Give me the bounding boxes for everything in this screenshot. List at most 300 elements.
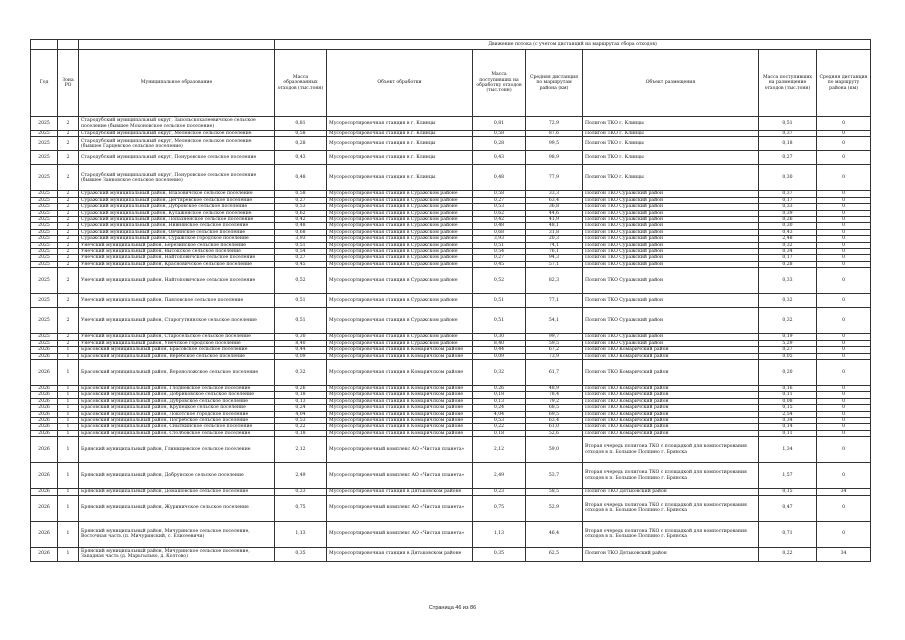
cell-zone: 2	[58, 197, 79, 203]
cell-avg-distance-placement: 0	[817, 210, 871, 216]
cell-year: 2026	[31, 353, 58, 359]
cell-mass-to-placement: 0,05	[759, 353, 817, 359]
cell-placement-object: Полигон ТКО Комаричский район	[583, 392, 759, 398]
cell-avg-distance-route: 87,6	[526, 131, 583, 137]
cell-avg-distance-placement: 0	[817, 151, 871, 165]
cell-zone: 1	[58, 463, 79, 489]
cell-mass-generated: 0,43	[275, 151, 327, 165]
cell-mass-to-processing: 0,81	[473, 117, 526, 131]
cell-avg-distance-route: 20,3	[526, 236, 583, 242]
cell-avg-distance-route: 46,4	[526, 521, 583, 547]
cell-processing-object: Мусоросортировочная станция в Комаричском районе	[327, 359, 473, 385]
cell-mass-to-processing: 0,62	[473, 210, 526, 216]
cell-mass-to-placement: 0,43	[759, 229, 817, 235]
cell-mass-generated: 0,48	[275, 165, 327, 191]
cell-zone: 2	[58, 210, 79, 216]
cell-processing-object: Мусоросортировочная станция в Комаричском районе	[327, 398, 473, 404]
cell-mass-to-placement: 0,34	[759, 249, 817, 255]
cell-placement-object: Полигон ТКО Суражский район	[583, 294, 759, 308]
cell-mass-generated: 2,49	[275, 463, 327, 489]
cell-mass-to-processing: 2,49	[473, 463, 526, 489]
cell-mass-to-placement: 0,32	[759, 242, 817, 248]
cell-mass-generated: 0,53	[275, 204, 327, 210]
cell-mass-to-placement: 5,29	[759, 340, 817, 346]
cell-municipality: Брянский муниципальный район, Мичуринское сельское поселение, Западная часть (д. Марьгыльво, д. Колтово)	[79, 547, 275, 561]
cell-mass-to-placement: 2,54	[759, 411, 817, 417]
cell-avg-distance-placement: 0	[817, 353, 871, 359]
cell-mass-to-processing: 0,28	[473, 137, 526, 151]
cell-zone: 2	[58, 204, 79, 210]
cell-mass-to-placement: 0,51	[759, 117, 817, 131]
cell-avg-distance-route: 63,4	[526, 417, 583, 423]
cell-mass-to-placement: 0,34	[759, 417, 817, 423]
cell-placement-object: Вторая очередь полигона ТКО с площадкой для компостирования отходов в п. Большое Полпино г. Брянска	[583, 437, 759, 463]
cell-mass-to-processing: 0,27	[473, 197, 526, 203]
cell-mass-generated: 0,68	[275, 229, 327, 235]
cell-mass-to-placement: 0,11	[759, 392, 817, 398]
cell-processing-object: Мусоросортировочная станция в Суражском районе	[327, 197, 473, 203]
cell-mass-to-placement: 2,48	[759, 236, 817, 242]
cell-municipality: Стародубский муниципальный округ, Запольскохалеевичское сельское поселение (бывшее Мохоновское сельское поселение)	[79, 117, 275, 131]
cell-mass-generated: 8,40	[275, 340, 327, 346]
cell-mass-to-placement: 0,47	[759, 495, 817, 521]
cell-mass-to-placement: 0,18	[759, 137, 817, 151]
cell-avg-distance-placement: 0	[817, 131, 871, 137]
cell-processing-object: Мусоросортировочная станция в Дятьковском районе	[327, 489, 473, 495]
cell-avg-distance-route: 79,2	[526, 398, 583, 404]
cell-placement-object: Полигон ТКО Комаричский район	[583, 347, 759, 353]
cell-mass-to-placement: 0,14	[759, 424, 817, 430]
cell-processing-object: Мусоросортировочная станция в Суражском районе	[327, 191, 473, 197]
cell-mass-generated: 0,23	[275, 489, 327, 495]
table-row	[31, 308, 871, 334]
cell-avg-distance-route: 67,2	[526, 347, 583, 353]
cell-mass-generated: 0,54	[275, 249, 327, 255]
cell-mass-to-processing: 0,43	[473, 151, 526, 165]
cell-avg-distance-placement: 0	[817, 204, 871, 210]
cell-mass-to-processing: 0,48	[473, 165, 526, 191]
cell-mass-to-processing: 0,68	[473, 229, 526, 235]
cell-mass-to-processing: 0,42	[473, 217, 526, 223]
cell-avg-distance-placement: 0	[817, 359, 871, 385]
cell-mass-to-placement: 0,71	[759, 521, 817, 547]
cell-avg-distance-route: 63,4	[526, 197, 583, 203]
cell-mass-generated: 0,51	[275, 242, 327, 248]
cell-avg-distance-placement: 0	[817, 405, 871, 411]
cell-avg-distance-route: 62,5	[526, 547, 583, 561]
cell-zone: 2	[58, 236, 79, 242]
cell-placement-object: Полигон ТКО Комаричский район	[583, 405, 759, 411]
blank-header-cell	[31, 40, 58, 50]
cell-placement-object: Полигон ТКО Комаричский район	[583, 385, 759, 391]
cell-processing-object: Мусоросортировочная станция в Суражском районе	[327, 294, 473, 308]
cell-year: 2025	[31, 249, 58, 255]
cell-mass-to-placement: 0,19	[759, 334, 817, 340]
cell-placement-object: Полигон ТКО Суражский район	[583, 217, 759, 223]
table-row	[31, 137, 871, 151]
cell-year: 2026	[31, 547, 58, 561]
cell-mass-to-placement: 0,15	[759, 405, 817, 411]
col-header-processing-object: Объект обработки	[327, 50, 473, 117]
cell-zone: 1	[58, 489, 79, 495]
cell-mass-generated: 0,52	[275, 268, 327, 294]
cell-year: 2025	[31, 131, 58, 137]
cell-placement-object: Полигон ТКО Комаричский район	[583, 424, 759, 430]
cell-year: 2025	[31, 268, 58, 294]
cell-mass-generated: 0,58	[275, 131, 327, 137]
cell-zone: 1	[58, 392, 79, 398]
cell-processing-object: Мусоросортировочная станция в Суражском районе	[327, 210, 473, 216]
cell-processing-object: Мусоросортировочная станция в Суражском районе	[327, 340, 473, 346]
cell-processing-object: Мусоросортировочная станция в Суражском районе	[327, 261, 473, 267]
cell-mass-generated: 0,62	[275, 210, 327, 216]
cell-year: 2025	[31, 229, 58, 235]
cell-year: 2025	[31, 151, 58, 165]
cell-mass-to-processing: 2,12	[473, 437, 526, 463]
group-header: Движение потока (с учетом дистанций на маршрутах сбора отходов)	[275, 40, 871, 50]
cell-municipality: Брасовский муниципальный район, Локотское городское поселение	[79, 411, 275, 417]
cell-mass-to-processing: 0,13	[473, 398, 526, 404]
cell-year: 2026	[31, 385, 58, 391]
cell-avg-distance-placement: 0	[817, 340, 871, 346]
cell-mass-to-placement: 1,34	[759, 437, 817, 463]
cell-mass-to-placement: 0,28	[759, 261, 817, 267]
cell-avg-distance-route: 77,9	[526, 165, 583, 191]
cell-processing-object: Мусоросортировочная станция в г. Клинцы	[327, 165, 473, 191]
cell-avg-distance-route: 59,5	[526, 340, 583, 346]
cell-municipality: Брасовский муниципальный район, Вороноложское сельское поселение	[79, 359, 275, 385]
cell-avg-distance-route: 98,9	[526, 151, 583, 165]
cell-zone: 2	[58, 151, 79, 165]
cell-placement-object: Полигон ТКО Суражский район	[583, 340, 759, 346]
cell-municipality: Унечский муниципальный район, Найтоповичское сельское поселение	[79, 268, 275, 294]
cell-municipality: Суражский муниципальный район, Нивнянское сельское поселение	[79, 223, 275, 229]
cell-mass-generated: 0,28	[275, 137, 327, 151]
cell-year: 2025	[31, 191, 58, 197]
cell-processing-object: Мусоросортировочная станция в Комаричском районе	[327, 430, 473, 436]
cell-avg-distance-placement: 0	[817, 417, 871, 423]
cell-avg-distance-route: 73,9	[526, 353, 583, 359]
cell-mass-to-placement: 0,33	[759, 268, 817, 294]
cell-year: 2026	[31, 489, 58, 495]
cell-year: 2025	[31, 294, 58, 308]
cell-mass-to-placement: 0,37	[759, 191, 817, 197]
cell-zone: 1	[58, 437, 79, 463]
cell-municipality: Брасовский муниципальный район, Столбовское сельское поселение	[79, 430, 275, 436]
cell-mass-to-placement: 0,20	[759, 359, 817, 385]
cell-year: 2026	[31, 359, 58, 385]
cell-placement-object: Полигон ТКО Суражский район	[583, 197, 759, 203]
col-header-avg-distance-route: Средняя дистанция по маршрутам района (км)	[526, 50, 583, 117]
cell-mass-to-placement: 0,32	[759, 308, 817, 334]
cell-mass-to-placement: 0,22	[759, 547, 817, 561]
cell-zone: 1	[58, 417, 79, 423]
cell-mass-generated: 0,44	[275, 347, 327, 353]
cell-mass-generated: 0,51	[275, 294, 327, 308]
table-row	[31, 117, 871, 131]
cell-zone: 2	[58, 308, 79, 334]
cell-avg-distance-placement: 0	[817, 236, 871, 242]
cell-mass-to-processing: 0,52	[473, 268, 526, 294]
cell-municipality: Брасовский муниципальный район, Крупецкое сельское поселение	[79, 405, 275, 411]
cell-placement-object: Полигон ТКО Суражский район	[583, 308, 759, 334]
table-row	[31, 463, 871, 489]
cell-mass-to-processing: 0,32	[473, 359, 526, 385]
cell-mass-to-placement: 0,16	[759, 385, 817, 391]
cell-municipality: Суражский муниципальный район, Кулаженское сельское поселение	[79, 210, 275, 216]
cell-processing-object: Мусоросортировочная станция в Суражском районе	[327, 242, 473, 248]
cell-processing-object: Мусоросортировочная станция в Суражском районе	[327, 204, 473, 210]
cell-zone: 2	[58, 191, 79, 197]
cell-avg-distance-placement: 0	[817, 137, 871, 151]
cell-zone: 1	[58, 430, 79, 436]
cell-placement-object: Полигон ТКО Дятьковский район	[583, 489, 759, 495]
cell-mass-to-processing: 0,54	[473, 249, 526, 255]
cell-mass-to-processing: 8,40	[473, 340, 526, 346]
cell-placement-object: Полигон ТКО Суражский район	[583, 223, 759, 229]
cell-placement-object: Полигон ТКО г. Клинцы	[583, 165, 759, 191]
cell-placement-object: Полигон ТКО Суражский район	[583, 236, 759, 242]
cell-mass-to-placement: 0,08	[759, 398, 817, 404]
cell-avg-distance-placement: 0	[817, 217, 871, 223]
cell-municipality: Унечский муниципальный район, Павловское сельское поселение	[79, 294, 275, 308]
cell-avg-distance-route: 61,7	[526, 359, 583, 385]
cell-processing-object: Мусоросортировочный комплекс АО «Чистая планета»	[327, 463, 473, 489]
cell-processing-object: Мусоросортировочная станция в Суражском районе	[327, 236, 473, 242]
cell-mass-to-processing: 0,51	[473, 242, 526, 248]
cell-mass-to-processing: 0,51	[473, 308, 526, 334]
cell-avg-distance-placement: 0	[817, 191, 871, 197]
cell-placement-object: Полигон ТКО Суражский район	[583, 334, 759, 340]
cell-avg-distance-route: 36,8	[526, 204, 583, 210]
table-row	[31, 294, 871, 308]
cell-mass-to-placement: 0,30	[759, 165, 817, 191]
cell-mass-to-placement: 0,15	[759, 489, 817, 495]
cell-avg-distance-placement: 0	[817, 223, 871, 229]
cell-processing-object: Мусоросортировочная станция в Комаричском районе	[327, 405, 473, 411]
cell-processing-object: Мусоросортировочная станция в Суражском районе	[327, 249, 473, 255]
cell-placement-object: Полигон ТКО Комаричский район	[583, 417, 759, 423]
cell-zone: 1	[58, 353, 79, 359]
cell-municipality: Брасовский муниципальный район, Добриковское сельское поселение	[79, 392, 275, 398]
cell-year: 2026	[31, 347, 58, 353]
cell-avg-distance-route: 76,1	[526, 249, 583, 255]
cell-avg-distance-placement: 0	[817, 249, 871, 255]
cell-mass-generated: 0,42	[275, 217, 327, 223]
cell-avg-distance-placement: 34	[817, 547, 871, 561]
cell-year: 2025	[31, 210, 58, 216]
cell-processing-object: Мусоросортировочная станция в Суражском районе	[327, 308, 473, 334]
cell-mass-to-processing: 0,48	[473, 223, 526, 229]
cell-municipality: Брасовский муниципальный район, Брасовское сельское поселение	[79, 347, 275, 353]
cell-placement-object: Полигон ТКО Суражский район	[583, 204, 759, 210]
cell-municipality: Суражский муниципальный район, Овчинское сельское поселение	[79, 229, 275, 235]
cell-avg-distance-route: 77,1	[526, 294, 583, 308]
cell-processing-object: Мусоросортировочная станция в Комаричском районе	[327, 417, 473, 423]
cell-zone: 2	[58, 242, 79, 248]
cell-mass-to-processing: 0,27	[473, 255, 526, 261]
table-body	[31, 117, 871, 562]
cell-zone: 1	[58, 411, 79, 417]
cell-placement-object: Полигон ТКО г. Клинцы	[583, 151, 759, 165]
col-header-mass-to-placement: Масса поступивших на размещение отходов (тыс.тонн)	[759, 50, 817, 117]
cell-avg-distance-route: 58,5	[526, 489, 583, 495]
cell-avg-distance-placement: 0	[817, 255, 871, 261]
cell-mass-generated: 0,48	[275, 223, 327, 229]
cell-placement-object: Полигон ТКО Комаричский район	[583, 411, 759, 417]
cell-mass-to-processing: 0,30	[473, 334, 526, 340]
cell-zone: 2	[58, 268, 79, 294]
cell-year: 2025	[31, 223, 58, 229]
cell-mass-to-processing: 0,75	[473, 495, 526, 521]
cell-avg-distance-route: 94,3	[526, 255, 583, 261]
cell-avg-distance-route: 33,3	[526, 191, 583, 197]
cell-mass-to-placement: 0,37	[759, 131, 817, 137]
cell-avg-distance-route: 78,4	[526, 392, 583, 398]
cell-mass-generated: 0,09	[275, 353, 327, 359]
cell-avg-distance-route: 54,1	[526, 308, 583, 334]
table-row	[31, 547, 871, 561]
cell-zone: 1	[58, 547, 79, 561]
cell-mass-generated: 3,93	[275, 236, 327, 242]
cell-mass-generated: 4,04	[275, 411, 327, 417]
cell-mass-generated: 0,22	[275, 424, 327, 430]
cell-avg-distance-route: 74,1	[526, 242, 583, 248]
cell-avg-distance-placement: 0	[817, 347, 871, 353]
cell-avg-distance-route: 72,9	[526, 117, 583, 131]
cell-mass-to-processing: 1,13	[473, 521, 526, 547]
cell-mass-to-processing: 0,45	[473, 261, 526, 267]
cell-mass-to-processing: 0,53	[473, 417, 526, 423]
cell-processing-object: Мусоросортировочная станция в Комаричском районе	[327, 392, 473, 398]
cell-processing-object: Мусоросортировочная станция в Комаричском районе	[327, 353, 473, 359]
cell-municipality: Суражский муниципальный район, Дегтяревское сельское поселение	[79, 197, 275, 203]
cell-zone: 2	[58, 229, 79, 235]
cell-avg-distance-route: 44,6	[526, 210, 583, 216]
cell-placement-object: Полигон ТКО Суражский район	[583, 242, 759, 248]
cell-municipality: Унечский муниципальный район, Найтоповичское сельское поселение	[79, 255, 275, 261]
cell-year: 2026	[31, 392, 58, 398]
cell-year: 2026	[31, 495, 58, 521]
cell-avg-distance-placement: 0	[817, 437, 871, 463]
col-header-mass-to-processing: Масса поступивших на обработку отходов (тыс.тонн)	[473, 50, 526, 117]
cell-year: 2026	[31, 417, 58, 423]
cell-avg-distance-placement: 0	[817, 463, 871, 489]
cell-placement-object: Вторая очередь полигона ТКО с площадкой для компостирования отходов в п. Большое Полпино г. Брянска	[583, 463, 759, 489]
cell-processing-object: Мусоросортировочная станция в Комаричском районе	[327, 411, 473, 417]
cell-zone: 1	[58, 521, 79, 547]
cell-processing-object: Мусоросортировочная станция в Комаричском районе	[327, 385, 473, 391]
cell-municipality: Брянский муниципальный район, Мичуринское сельское поселение, Восточная часть (п. Мичуринский, с. Елисеевичи)	[79, 521, 275, 547]
col-header-avg-distance-placement: Средняя дистанция по маршруту района (км)	[817, 50, 871, 117]
cell-processing-object: Мусоросортировочная станция в г. Клинцы	[327, 137, 473, 151]
cell-mass-generated: 0,75	[275, 495, 327, 521]
cell-placement-object: Полигон ТКО Комаричский район	[583, 430, 759, 436]
cell-mass-generated: 0,27	[275, 197, 327, 203]
cell-year: 2026	[31, 437, 58, 463]
cell-placement-object: Полигон ТКО Суражский район	[583, 261, 759, 267]
cell-placement-object: Полигон ТКО г. Клинцы	[583, 131, 759, 137]
cell-processing-object: Мусоросортировочная станция в Суражском районе	[327, 217, 473, 223]
cell-zone: 2	[58, 294, 79, 308]
cell-zone: 2	[58, 117, 79, 131]
cell-avg-distance-placement: 0	[817, 268, 871, 294]
cell-avg-distance-route: 99,5	[526, 137, 583, 151]
cell-mass-to-placement: 0,32	[759, 294, 817, 308]
cell-municipality: Брасовский муниципальный район, Дубровское сельское поселение	[79, 398, 275, 404]
cell-municipality: Брасовский муниципальный район, Сныткинское сельское поселение	[79, 424, 275, 430]
cell-zone: 1	[58, 405, 79, 411]
page-number: Страница 46 из 86	[428, 605, 477, 611]
col-header-year: Год	[31, 50, 58, 117]
cell-avg-distance-route: 31,8	[526, 229, 583, 235]
cell-mass-to-processing: 0,26	[473, 385, 526, 391]
cell-year: 2026	[31, 411, 58, 417]
cell-avg-distance-placement: 0	[817, 117, 871, 131]
cell-avg-distance-placement: 0	[817, 242, 871, 248]
cell-avg-distance-placement: 0	[817, 197, 871, 203]
cell-avg-distance-route: 69,5	[526, 411, 583, 417]
cell-mass-to-placement: 0,27	[759, 347, 817, 353]
cell-zone: 2	[58, 340, 79, 346]
cell-mass-to-processing: 0,23	[473, 489, 526, 495]
cell-municipality: Брянский муниципальный район, Добрунское сельское поселение	[79, 463, 275, 489]
cell-zone: 2	[58, 334, 79, 340]
cell-placement-object: Вторая очередь полигона ТКО с площадкой для компостирования отходов в п. Большое Полпино г. Брянска	[583, 521, 759, 547]
cell-avg-distance-route: 53,7	[526, 463, 583, 489]
cell-municipality: Суражский муниципальный район, Суражское городское поселение	[79, 236, 275, 242]
cell-avg-distance-placement: 0	[817, 165, 871, 191]
cell-year: 2025	[31, 165, 58, 191]
cell-mass-to-processing: 0,35	[473, 547, 526, 561]
cell-municipality: Стародубский муниципальный округ, Понуровское сельское поселение	[79, 151, 275, 165]
cell-zone: 2	[58, 137, 79, 151]
blank-header-cell	[79, 40, 275, 50]
cell-year: 2025	[31, 117, 58, 131]
cell-municipality: Суражский муниципальный район, Влазовичское сельское поселение	[79, 191, 275, 197]
cell-mass-to-processing: 0,58	[473, 191, 526, 197]
cell-municipality: Унечский муниципальный район, Красновичское сельское поселение	[79, 261, 275, 267]
cell-avg-distance-route: 52,9	[526, 495, 583, 521]
cell-mass-to-placement: 0,17	[759, 197, 817, 203]
table-row	[31, 437, 871, 463]
cell-municipality: Унечский муниципальный район, Березинское сельское поселение	[79, 242, 275, 248]
cell-mass-generated: 0,18	[275, 430, 327, 436]
cell-year: 2026	[31, 424, 58, 430]
table-row	[31, 151, 871, 165]
col-header-zone: Зона РО	[58, 50, 79, 117]
table-row	[31, 268, 871, 294]
cell-municipality: Брасовский муниципальный район, Погребское сельское поселение	[79, 417, 275, 423]
cell-placement-object: Полигон ТКО Суражский район	[583, 255, 759, 261]
cell-avg-distance-placement: 0	[817, 495, 871, 521]
cell-zone: 2	[58, 255, 79, 261]
cell-avg-distance-placement: 0	[817, 229, 871, 235]
cell-year: 2025	[31, 255, 58, 261]
cell-municipality: Суражский муниципальный район, Лопазненское сельское поселение	[79, 217, 275, 223]
cell-year: 2025	[31, 217, 58, 223]
cell-placement-object: Вторая очередь полигона ТКО с площадкой для компостирования отходов в п. Большое Полпино г. Брянска	[583, 495, 759, 521]
cell-placement-object: Полигон ТКО г. Клинцы	[583, 117, 759, 131]
cell-placement-object: Полигон ТКО Комаричский район	[583, 359, 759, 385]
cell-avg-distance-placement: 0	[817, 308, 871, 334]
cell-avg-distance-placement: 0	[817, 261, 871, 267]
cell-zone: 1	[58, 398, 79, 404]
cell-avg-distance-route: 68,5	[526, 405, 583, 411]
col-header-municipality: Муниципальное образование	[79, 50, 275, 117]
cell-avg-distance-route: 57,1	[526, 261, 583, 267]
cell-placement-object: Полигон ТКО Суражский район	[583, 268, 759, 294]
